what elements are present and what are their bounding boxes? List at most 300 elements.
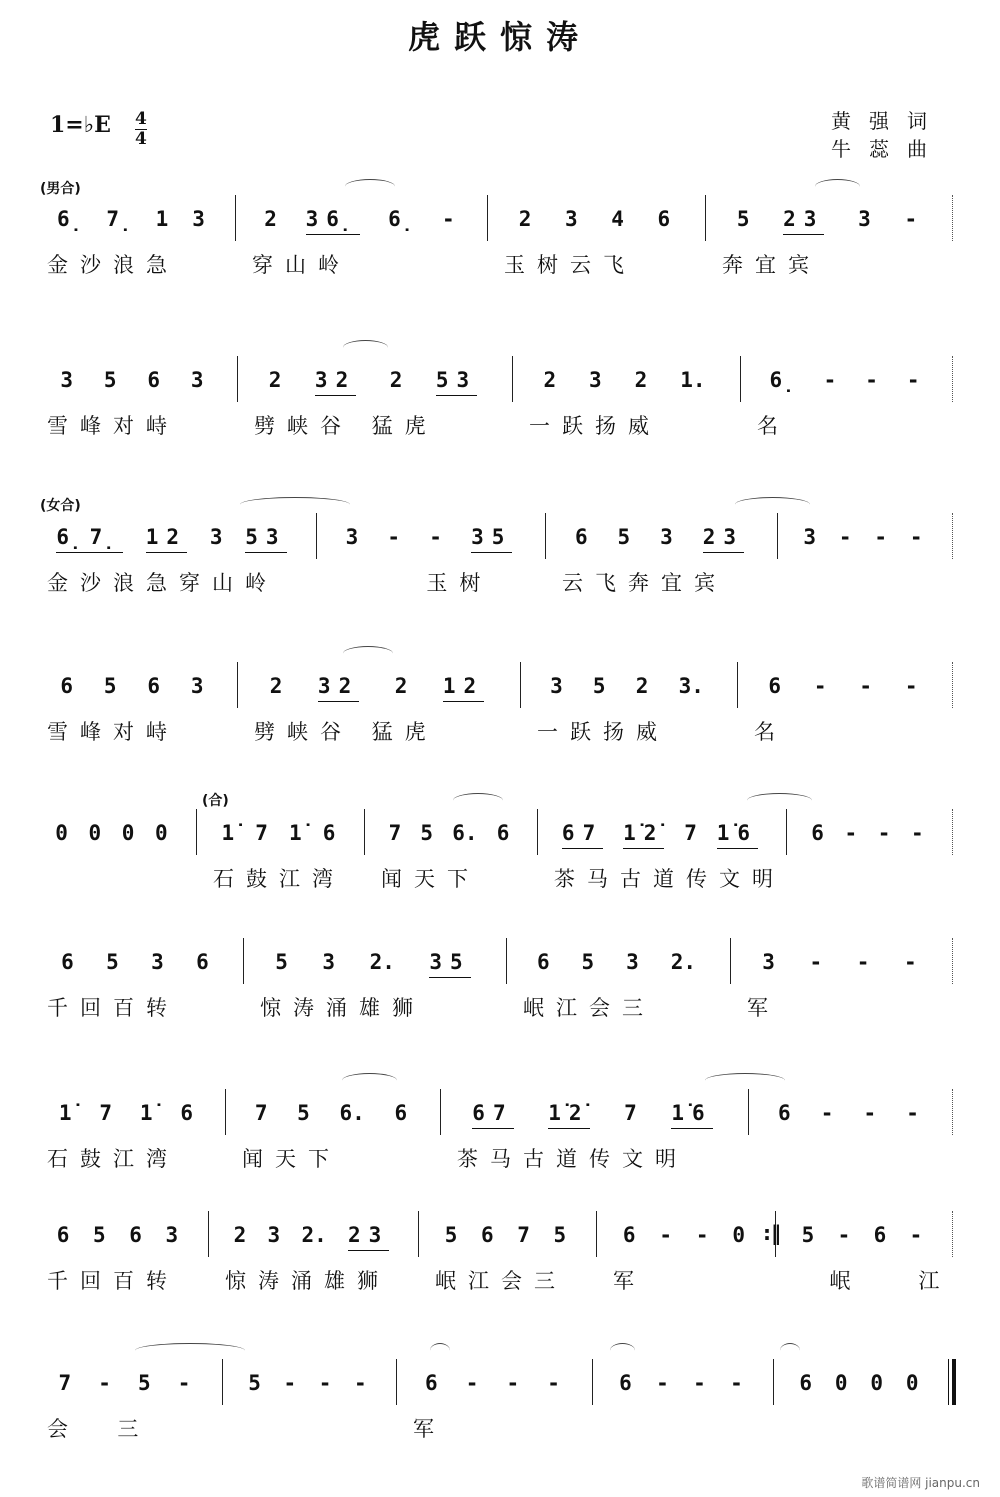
measure [252, 368, 494, 396]
measure [455, 1101, 730, 1129]
barline [487, 195, 488, 241]
slur-mark [342, 1073, 397, 1088]
watermark: 歌谱简谱网 jianpu.cn [861, 1476, 980, 1490]
dash-extension: - [547, 1371, 560, 1395]
measure [552, 821, 768, 849]
note: 5 [553, 1223, 567, 1247]
note: 7 [684, 821, 697, 845]
barline [786, 809, 787, 855]
note: 32 [318, 674, 359, 702]
lyric-text: 一跃扬威 [537, 720, 669, 744]
barline [418, 1211, 419, 1257]
measure [411, 1371, 574, 1398]
dash-extension: - [177, 1371, 191, 1395]
note: 6̣ [388, 207, 414, 231]
note: 1̇ [289, 821, 302, 845]
score-line [0, 1371, 1000, 1443]
part-label: (合) [202, 793, 229, 809]
note: 5 [103, 674, 117, 698]
measure [45, 207, 217, 234]
note: 12 [146, 525, 187, 553]
lyricist-credit: 黄强词 [831, 109, 945, 133]
measure [607, 1371, 755, 1398]
barline [730, 938, 731, 984]
measure [379, 821, 519, 848]
composer-credit: 牛蕊曲 [831, 137, 945, 161]
measure [45, 821, 178, 848]
dash-extension: - [354, 1371, 367, 1395]
score-line [0, 368, 1000, 440]
note: 7 [388, 821, 402, 845]
note: 2. [369, 950, 395, 974]
note: 3 [267, 1223, 281, 1247]
measure [788, 1371, 930, 1398]
note: 36̣ [306, 207, 360, 235]
note: 12 [443, 674, 484, 702]
note: 1̇2̇ [623, 821, 664, 849]
measure [211, 821, 346, 848]
dash-extension: - [874, 525, 888, 549]
barline [440, 1089, 441, 1135]
dash-extension: - [823, 368, 837, 392]
barline [506, 938, 507, 984]
measure [611, 1223, 757, 1250]
measure [527, 368, 722, 395]
note: 3 [550, 674, 563, 698]
slur-mark [343, 340, 388, 355]
dash-extension: - [809, 950, 823, 974]
barline [705, 195, 706, 241]
note: 6 [811, 821, 824, 845]
note: 3 [209, 525, 223, 549]
note: 6 [873, 1223, 887, 1247]
note: 7 [517, 1223, 530, 1247]
part-label: (男合) [40, 181, 81, 197]
dash-extension: - [506, 1371, 520, 1395]
note: 6 [481, 1223, 494, 1247]
lyric-text: 金沙浪急穿山岭 [47, 571, 278, 595]
dash-extension: - [813, 674, 827, 698]
lyric-text: 岷江会三 [435, 1269, 567, 1293]
barline [235, 195, 236, 241]
lyric-text: 岷江会三 [523, 996, 655, 1020]
lyric-text: 一跃扬威 [529, 414, 661, 438]
note: 2 [634, 368, 648, 392]
note: 5 [581, 950, 595, 974]
barline [316, 513, 317, 559]
slur-mark [747, 793, 812, 808]
barline [237, 356, 238, 402]
note: 7 [58, 1371, 72, 1395]
measure [535, 674, 719, 701]
note: 2 [635, 674, 649, 698]
note: 0 [121, 821, 135, 845]
dash-extension: - [904, 207, 918, 231]
lyric-text: 石鼓江湾 [47, 1147, 179, 1171]
note: 5 [93, 1223, 106, 1247]
note: 2 [264, 207, 277, 231]
score-line [0, 1221, 1000, 1295]
note: 6 [619, 1371, 632, 1395]
note: 6̣7̣ [56, 525, 123, 553]
note: 3 [322, 950, 336, 974]
lyric-text: 玉树云飞 [504, 253, 636, 277]
lyric-text: 穿山岭 [252, 253, 351, 277]
time-top: 4 [135, 109, 147, 129]
note: 35 [471, 525, 512, 553]
time-bottom: 4 [135, 129, 147, 149]
note: 6 [147, 368, 161, 392]
note: 0 [905, 1371, 919, 1395]
note: 6. [339, 1101, 365, 1125]
note: 23 [703, 525, 744, 553]
note: 53 [245, 525, 286, 553]
note: 6 [536, 950, 550, 974]
lyric-text: 军 [613, 1269, 646, 1293]
barline [545, 513, 546, 559]
note: 6 [778, 1101, 791, 1125]
slur-mark [735, 497, 810, 512]
note: 2. [670, 950, 696, 974]
note: 6 [322, 821, 336, 845]
dash-extension: - [904, 950, 917, 974]
note: 6 [394, 1101, 408, 1125]
note: 6 [56, 1223, 70, 1247]
note: 6. [452, 821, 478, 845]
dash-extension: - [909, 525, 923, 549]
lyric-text: 茶马古道传文明 [554, 867, 785, 891]
dash-extension: - [283, 1371, 297, 1395]
dash-extension: - [877, 821, 891, 845]
dash-extension: - [318, 1371, 332, 1395]
note: 2. [301, 1223, 327, 1247]
score-line [0, 1101, 1000, 1173]
barline [952, 662, 953, 708]
dash-extension: - [387, 525, 401, 549]
dash-extension: - [693, 1371, 706, 1395]
note: 6 [147, 674, 161, 698]
lyric-text: 惊涛涌雄狮 [225, 1269, 390, 1293]
part-label: (女合) [40, 498, 81, 514]
barline [396, 1359, 397, 1405]
lyric-text: 闻天下 [381, 867, 480, 891]
dash-extension: - [838, 525, 852, 549]
time-signature [135, 110, 147, 149]
measure [521, 950, 712, 977]
measure [252, 674, 502, 702]
barline [208, 1211, 209, 1257]
note: 3 [60, 368, 74, 392]
note: 7 [99, 1101, 113, 1125]
song-title: 虎跃惊涛 [407, 18, 592, 56]
note: 2 [233, 1223, 247, 1247]
note: 3 [165, 1223, 179, 1247]
note: 6 [768, 674, 782, 698]
barline [520, 662, 521, 708]
note: 6 [799, 1371, 813, 1395]
lyric-text: 雪峰对峙 [47, 414, 179, 438]
note: 6 [425, 1371, 438, 1395]
dash-extension: - [865, 368, 878, 392]
note: 7 [624, 1101, 637, 1125]
lyric-text: 茶马古道传文明 [457, 1147, 688, 1171]
note: 7 [255, 821, 268, 845]
measure [433, 1223, 578, 1250]
note: 2 [389, 368, 403, 392]
note: 4 [611, 207, 624, 231]
note: 6 [196, 950, 209, 974]
slur-mark [610, 1343, 635, 1358]
note: 6 [657, 207, 671, 231]
note: 6̣ [57, 207, 83, 231]
dash-extension: - [906, 368, 920, 392]
barline [952, 1089, 953, 1135]
final-barline [948, 1359, 956, 1405]
note: 0 [88, 821, 102, 845]
note: 5 [248, 1371, 261, 1395]
barline [225, 1089, 226, 1135]
barline [196, 809, 197, 855]
note: 3 [190, 368, 204, 392]
note: 6 [180, 1101, 194, 1125]
lyric-text: 金沙浪急 [47, 253, 179, 277]
dash-extension: - [730, 1371, 743, 1395]
measure [45, 1223, 190, 1250]
barline [952, 1211, 953, 1257]
note: 1. [680, 368, 706, 392]
slur-mark [453, 793, 503, 808]
measure [223, 1223, 400, 1251]
score-line [0, 181, 1000, 279]
note: 3 [858, 207, 871, 231]
slur-mark [815, 179, 860, 194]
note: 6 [622, 1223, 636, 1247]
measure [752, 674, 934, 701]
note: 3 [762, 950, 775, 974]
note: 0 [155, 821, 168, 845]
slur-mark [345, 179, 395, 194]
barline [777, 513, 778, 559]
note: 6 [60, 674, 74, 698]
note: 53 [436, 368, 477, 396]
measure [45, 1371, 204, 1398]
note: 67 [562, 821, 603, 849]
note: 5 [106, 950, 119, 974]
measure [801, 821, 934, 848]
note: 5 [297, 1101, 310, 1125]
barline [737, 662, 738, 708]
note: 1̇ [139, 1101, 153, 1125]
slur-mark [135, 1343, 245, 1358]
barline [740, 356, 741, 402]
barline [512, 356, 513, 402]
note: 5 [592, 674, 606, 698]
barline [952, 809, 953, 855]
dash-extension: - [856, 950, 870, 974]
note: 2 [394, 674, 408, 698]
measure [45, 950, 225, 977]
measure [720, 207, 934, 235]
lyric-text: 千回百转 [47, 1269, 179, 1293]
lyric-text: 会 三 [47, 1417, 151, 1441]
score-line [0, 793, 1000, 893]
dash-extension: - [909, 1223, 923, 1247]
note: 1̇ [221, 821, 235, 845]
note: 1̇6 [671, 1101, 712, 1129]
dash-extension: - [844, 821, 858, 845]
dash-extension: - [904, 674, 918, 698]
note: 0 [870, 1371, 884, 1395]
note: 5 [444, 1223, 458, 1247]
measure [45, 525, 298, 553]
repeat-sign: :‖ [763, 1221, 781, 1245]
note: 2 [518, 207, 532, 231]
lyric-text: 雪峰对峙 [47, 720, 179, 744]
barline [237, 662, 238, 708]
note: 3 [151, 950, 164, 974]
barline [243, 938, 244, 984]
note: 23 [783, 207, 824, 235]
barline [537, 809, 538, 855]
barline [748, 1089, 749, 1135]
dash-extension: - [906, 1101, 919, 1125]
note: 2 [543, 368, 557, 392]
dash-extension: - [837, 1223, 851, 1247]
note: 1̇6 [717, 821, 758, 849]
note: 0 [732, 1223, 746, 1247]
note: 6 [61, 950, 74, 974]
dash-extension: - [911, 821, 924, 845]
note: 5 [736, 207, 750, 231]
barline [592, 1359, 593, 1405]
slur-mark [240, 497, 350, 512]
note: 6 [129, 1223, 142, 1247]
score-line [0, 950, 1000, 1022]
barline [364, 809, 365, 855]
note: 3 [345, 525, 359, 549]
note: 5 [617, 525, 631, 549]
measure [763, 1101, 934, 1128]
measure [560, 525, 759, 553]
measure [755, 368, 934, 395]
note: 6 [496, 821, 510, 845]
barline [952, 195, 953, 241]
note: 7̣ [106, 207, 132, 231]
score-line [0, 498, 1000, 597]
measure [331, 525, 527, 553]
dash-extension: - [863, 1101, 877, 1125]
barline [952, 356, 953, 402]
measure [258, 950, 488, 978]
note: 1 [155, 207, 169, 231]
dash-extension: - [859, 674, 873, 698]
note: 32 [315, 368, 356, 396]
measure [745, 950, 934, 977]
score-line [0, 674, 1000, 746]
lyric-text: 名 [757, 414, 790, 438]
lyric-text: 千回百转 [47, 996, 179, 1020]
measure [250, 207, 469, 235]
note: 0 [834, 1371, 848, 1395]
dash-extension: - [98, 1371, 111, 1395]
note: 2 [268, 368, 282, 392]
slur-mark [705, 1073, 785, 1088]
dash-extension: - [656, 1371, 669, 1395]
key-signature: 1=♭E [50, 112, 111, 138]
lyric-text: 惊涛涌雄狮 [260, 996, 425, 1020]
barline [952, 938, 953, 984]
dash-extension: - [695, 1223, 709, 1247]
lyric-text: 劈峡谷 猛虎 [254, 414, 438, 438]
lyric-text: 石鼓江湾 [213, 867, 345, 891]
slur-mark [343, 646, 393, 661]
lyric-text: 奔宜宾 [722, 253, 821, 277]
lyric-text: 军 [747, 996, 780, 1020]
note: 5 [420, 821, 434, 845]
measure [240, 1101, 422, 1128]
note: 5 [138, 1371, 151, 1395]
measure [502, 207, 687, 234]
barline [952, 513, 953, 559]
lyric-text: 劈峡谷 猛虎 [254, 720, 438, 744]
lyric-text: 闻天下 [242, 1147, 341, 1171]
note: 23 [348, 1223, 389, 1251]
dash-extension: - [465, 1371, 479, 1395]
measure [237, 1371, 378, 1398]
dash-extension: - [442, 207, 455, 231]
note: 6 [574, 525, 588, 549]
note: 3 [589, 368, 602, 392]
note: 35 [429, 950, 470, 978]
slur-mark [430, 1343, 450, 1358]
note: 7 [254, 1101, 268, 1125]
note: 3 [190, 674, 204, 698]
note: 1̇2̇ [548, 1101, 589, 1129]
note: 5 [275, 950, 288, 974]
measure [790, 1223, 934, 1250]
measure [45, 1101, 207, 1128]
measure [45, 674, 219, 701]
slur-mark [780, 1343, 800, 1358]
note: 6̣ [769, 368, 795, 392]
dash-extension: - [659, 1223, 673, 1247]
lyric-text: 军 [413, 1417, 446, 1441]
measure [45, 368, 219, 395]
measure [792, 525, 934, 552]
barline [596, 1211, 597, 1257]
barline [773, 1359, 774, 1405]
note: 3. [678, 674, 704, 698]
note: 0 [55, 821, 68, 845]
note: 1̇ [58, 1101, 72, 1125]
note: 67 [472, 1101, 513, 1129]
lyric-text: 岷 江 [792, 1269, 952, 1293]
note: 3 [565, 207, 578, 231]
note: 3 [192, 207, 205, 231]
barline [222, 1359, 223, 1405]
dash-extension: - [820, 1101, 834, 1125]
note: 3 [626, 950, 639, 974]
lyric-text: 名 [754, 720, 787, 744]
lyric-text: 玉树 [333, 571, 493, 595]
dash-extension: - [429, 525, 442, 549]
note: 3 [660, 525, 673, 549]
lyric-text: 云飞奔宜宾 [562, 571, 727, 595]
note: 2 [269, 674, 283, 698]
note: 5 [103, 368, 117, 392]
note: 3 [803, 525, 817, 549]
note: 5 [801, 1223, 815, 1247]
